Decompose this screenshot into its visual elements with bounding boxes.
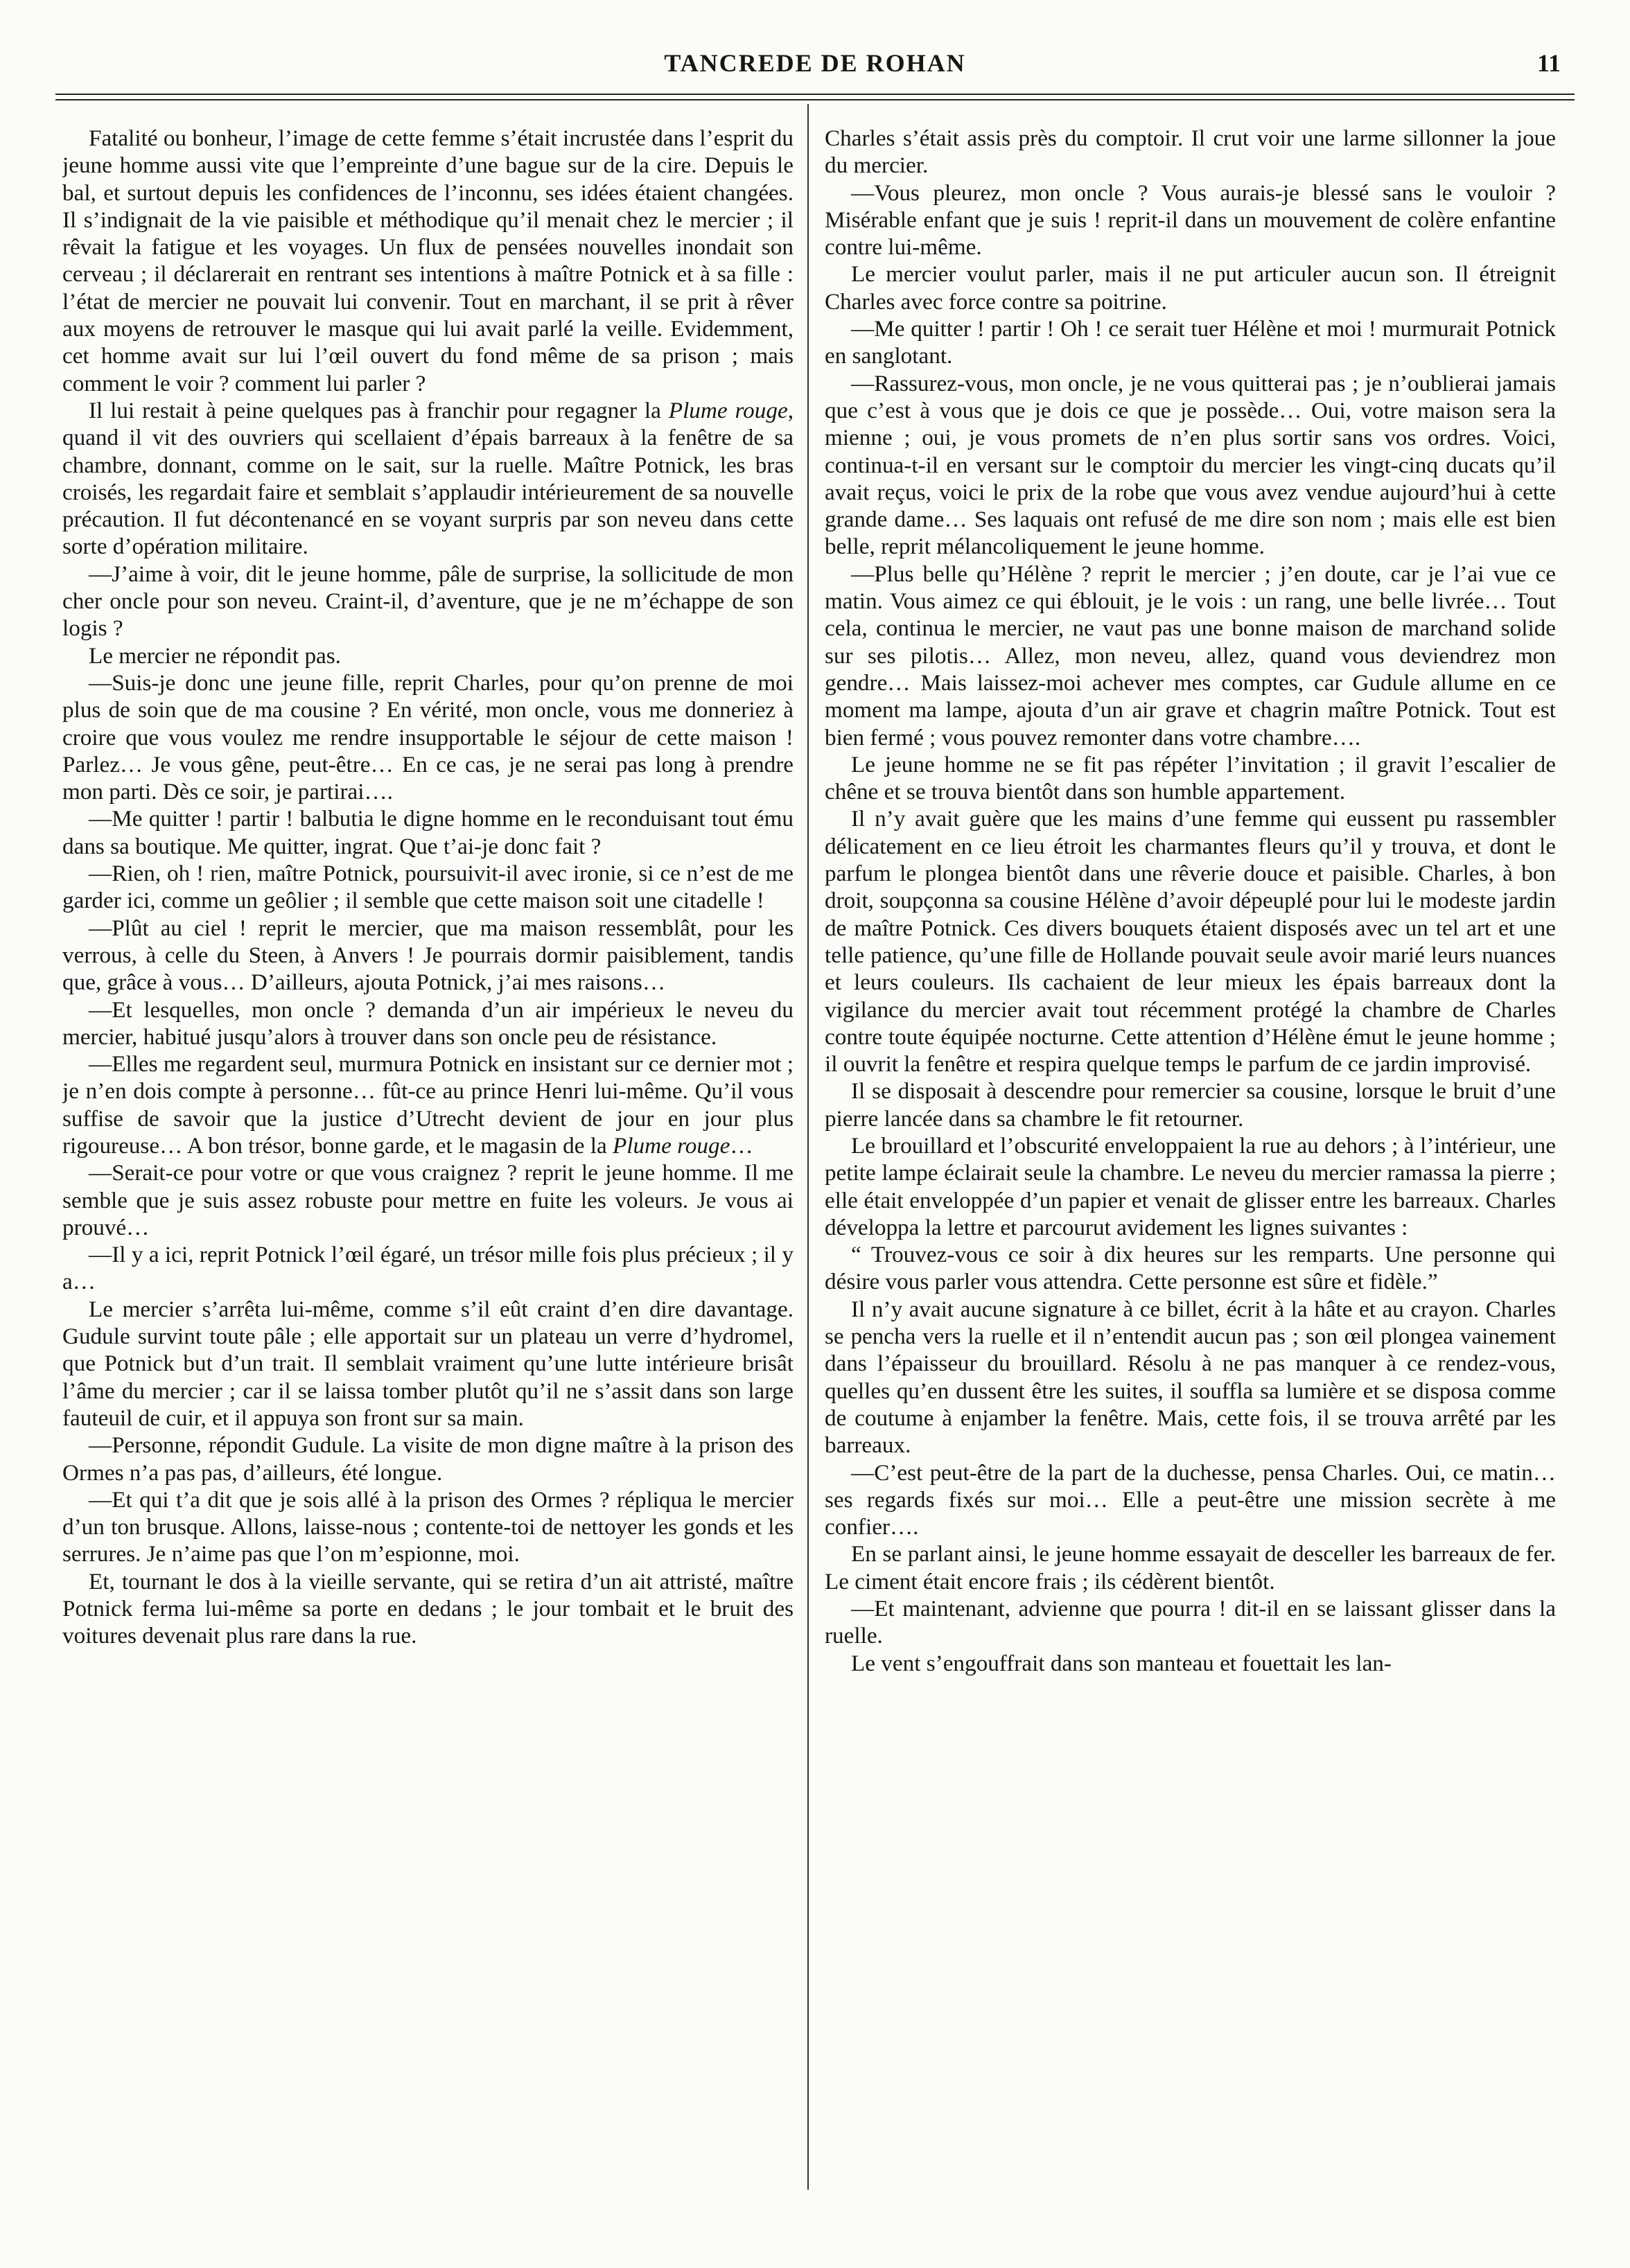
paragraph: —Et maintenant, advienne que pourra ! dit-il en se laissant glisser dans la ruelle. (825, 1596, 1556, 1649)
paragraph-text: —Elles me regardent seul, murmura Potnick en insistant sur ce dernier mot ; je n’en dois compte à personne… fût-ce au prince Henri lui-même. Qu’il vous suffise de savoir que la justice d’Utrecht devient de jour en jour plus rigoureuse… A bon trésor, bonne garde, et le magasin de la (62, 1051, 794, 1159)
paragraph: Le mercier s’arrêta lui-même, comme s’il eût craint d’en dire davantage. Gudule survint toute pâle ; elle apportait sur un plateau un verre d’hydromel, que Potnick but d’un trait. Il semblait vraiment qu’une lutte intérieure brisât l’âme du mercier ; car il se laissa tomber plutôt qu’il ne s’assit dans son large fauteuil de cuir, et il appuya son front sur sa main. (62, 1296, 794, 1431)
paragraph: Il n’y avait aucune signature à ce billet, écrit à la hâte et au crayon. Charles se pencha vers la ruelle et il n’entendit aucun pas ; son œil plongea vainement dans l’épaisseur du brouillard. Résolu à ne pas manquer à ce rendez-vous, quelles qu’en dussent être les suites, il souffla sa lumière et se disposa comme de coutume à enjamber la fenêtre. Mais, cette fois, il se trouva arrêté par les barreaux. (825, 1296, 1556, 1459)
left-column (62, 125, 794, 2204)
paragraph: —Il y a ici, reprit Potnick l’œil égaré, un trésor mille fois plus précieux ; il y a… (62, 1242, 794, 1295)
header-rule-top (55, 94, 1575, 95)
paragraph: Le jeune homme ne se fit pas répéter l’invitation ; il gravit l’escalier de chêne et se trouva bientôt dans son humble appartement. (825, 751, 1556, 805)
paragraph: —Me quitter ! partir ! balbutia le digne homme en le reconduisant tout ému dans sa boutique. Me quitter, ingrat. Que t’ai-je donc fait ? (62, 806, 794, 859)
paragraph: En se parlant ainsi, le jeune homme essayait de desceller les barreaux de fer. Le ciment était encore frais ; ils cédèrent bientôt. (825, 1541, 1556, 1594)
paragraph: —J’aime à voir, dit le jeune homme, pâle de surprise, la sollicitude de mon cher oncle pour son neveu. Craint-il, d’aventure, que je ne m’échappe de son logis ? (62, 561, 794, 642)
running-title: TANCREDE DE ROHAN (664, 49, 966, 77)
paragraph: —C’est peut-être de la part de la duchesse, pensa Charles. Oui, ce matin… ses regards fixés sur moi… Elle a peut-être une mission secrète à me confier…. (825, 1459, 1556, 1540)
paragraph: —Serait-ce pour votre or que vous craignez ? reprit le jeune homme. Il me semble que je suis assez robuste pour mettre en fuite les voleurs. Je vous ai prouvé… (62, 1160, 794, 1240)
paragraph: —Me quitter ! partir ! Oh ! ce serait tuer Hélène et moi ! murmurait Potnick en sanglotant. (825, 316, 1556, 369)
paragraph: —Et qui t’a dit que je sois allé à la prison des Ormes ? répliqua le mercier d’un ton brusque. Allons, laisse-nous ; contente-toi de nettoyer les gonds et les serrures. Je n’aime pas que l’on m’espionne, moi. (62, 1486, 794, 1567)
italic-title: Plume rouge (668, 397, 788, 423)
paragraph: Charles s’était assis près du comptoir. Il crut voir une larme sillonner la joue du mercier. (825, 125, 1556, 179)
paragraph: —Rassurez-vous, mon oncle, je ne vous quitterai pas ; je n’oublierai jamais que c’est à vous que je dois ce que je possède… Oui, votre maison sera la mienne ; oui, je vous promets de n’en plus sortir sans vos ordres. Voici, continua-t-il en versant sur le comptoir du mercier les vingt-cinq ducats qu’il avait reçus, voici le prix de la robe que vous avez vendue aujourd’hui à cette grande dame… Ses laquais ont refusé de me dire son nom ; mais elle est bien belle, reprit mélancoliquement le jeune homme. (825, 370, 1556, 560)
paragraph: —Vous pleurez, mon oncle ? Vous aurais-je blessé sans le vouloir ? Misérable enfant que je suis ! reprit-il dans un mouvement de colère enfantine contre lui-même. (825, 179, 1556, 261)
paragraph: Fatalité ou bonheur, l’image de cette femme s’était incrustée dans l’esprit du jeune homme aussi vite que l’empreinte d’une bague sur de la cire. Depuis le bal, et surtout depuis les confidences de l’inconnu, ses idées étaient changées. Il s’indignait de la vie paisible et méthodique qu’il menait chez le mercier ; il rêvait la fatigue et les voyages. Un flux de pensées nouvelles inondait son cerveau ; il déclarerait en rentrant ses intentions à maître Potnick et à sa fille : l’état de mercier ne pouvait lui convenir. Tout en marchant, il se prit à rêver aux moyens de retrouver le masque qui lui avait parlé la veille. Evidemment, cet homme avait sur lui l’œil ouvert du fond même de sa prison ; mais comment le voir ? comment lui parler ? (62, 125, 794, 396)
paragraph: —Plus belle qu’Hélène ? reprit le mercier ; j’en doute, car je l’ai vue ce matin. Vous aimez ce qui éblouit, je le vois : un rang, une belle livrée… Tout cela, continua le mercier, ne vaut pas une bonne maison de marchand solide sur ses pilotis… Allez, mon neveu, allez, quand vous deviendrez mon gendre… Mais laissez-moi achever mes comptes, car Gudule allume en ce moment ma lampe, ajouta d’un air grave et chagrin maître Potnick. Tout est bien fermé ; vous pouvez remonter dans votre chambre…. (825, 561, 1556, 750)
paragraph: Le vent s’engouffrait dans son manteau et fouettait les lan- (851, 1650, 1392, 1676)
paragraph-text: … (730, 1132, 753, 1159)
paragraph: Il se disposait à descendre pour remercier sa cousine, lorsque le bruit d’une pierre lancée dans sa chambre le fit retourner. (825, 1078, 1556, 1132)
paragraph: —Suis-je donc une jeune fille, reprit Charles, pour qu’on prenne de moi plus de soin que de ma cousine ? En vérité, mon oncle, vous me donneriez à croire que vous voulez me rendre insupportable le séjour de cette maison ! Parlez… Je vous gêne, peut-être… En ce cas, je ne serai pas long à prendre mon parti. Dès ce soir, je partirai…. (62, 669, 794, 805)
paragraph: —Personne, répondit Gudule. La visite de mon digne maître à la prison des Ormes n’a pas pas, d’ailleurs, été longue. (62, 1432, 794, 1486)
right-column (825, 125, 1556, 2204)
paragraph (62, 1051, 794, 1159)
paragraph: Et, tournant le dos à la vieille servante, qui se retira d’un ait attristé, maître Potnick ferma lui-même sa porte en dedans ; le jour tombait et le bruit des voitures devenait plus rare dans la rue. (62, 1568, 794, 1649)
italic-title: Plume rouge (613, 1132, 730, 1159)
paragraph: “ Trouvez-vous ce soir à dix heures sur les remparts. Une personne qui désire vous parler vous attendra. Cette personne est sûre et fidèle.” (825, 1242, 1556, 1295)
paragraph: Le mercier ne répondit pas. (89, 642, 341, 669)
paragraph: —Rien, oh ! rien, maître Potnick, poursuivit-il avec ironie, si ce n’est de me garder ici, comme un geôlier ; il semble que cette maison soit une citadelle ! (62, 861, 794, 914)
header-rule-bottom (55, 99, 1575, 100)
column-divider (807, 104, 809, 2190)
paragraph: —Et lesquelles, mon oncle ? demanda d’un air impérieux le neveu du mercier, habitué jusqu’alors à trouver dans son oncle peu de résistance. (62, 996, 794, 1050)
paragraph: —Plût au ciel ! reprit le mercier, que ma maison ressemblât, pour les verrous, à celle du Steen, à Anvers ! Je pourrais dormir paisiblement, tandis que, grâce à vous… D’ailleurs, ajouta Potnick, j’ai mes raisons… (62, 915, 794, 996)
paragraph: Le brouillard et l’obscurité enveloppaient la rue au dehors ; à l’intérieur, une petite lampe éclairait seule la chambre. Le neveu du mercier ramassa la pierre ; elle était enveloppée d’un papier et venait de glisser entre les barreaux. Charles développa la lettre et parcourut avidement les lignes suivantes : (825, 1132, 1556, 1240)
paragraph (62, 397, 794, 561)
page-number: 11 (1536, 49, 1561, 77)
paragraph: Le mercier voulut parler, mais il ne put articuler aucun son. Il étreignit Charles avec force contre sa poitrine. (825, 261, 1556, 315)
running-head (55, 49, 1575, 90)
paragraph-text: Il lui restait à peine quelques pas à franchir pour regagner la (89, 397, 669, 423)
paragraph-text: , quand il vit des ouvriers qui scellaient d’épais barreaux à la fenêtre de sa chambre, donnant, comme on le sait, sur la ruelle. Maître Potnick, les bras croisés, les regardait faire et semblait s’applaudir intérieurement de sa nouvelle précaution. Il fut décontenancé en se voyant surpris par son neveu dans cette sorte d’opération militaire. (62, 397, 794, 560)
paragraph: Il n’y avait guère que les mains d’une femme qui eussent pu rassembler délicatement en ce lieu étroit les charmantes fleurs qu’il y trouva, et dont le parfum le plongea bientôt dans une rêverie douce et paisible. Charles, à bon droit, soupçonna sa cousine Hélène d’avoir dépeuplé pour lui le modeste jardin de maître Potnick. Ces divers bouquets étaient disposés avec un tel art et une telle patience, qu’une fille de Hollande pouvait seule avoir marié leurs nuances et leurs couleurs. Ils cachaient de leur mieux les épais barreaux dont la vigilance du mercier avait tout récemment protégé la chambre de Charles contre toute équipée nocturne. Cette attention d’Hélène émut le jeune homme ; il ouvrit la fenêtre et respira quelque temps le parfum de ce jardin improvisé. (825, 806, 1556, 1078)
